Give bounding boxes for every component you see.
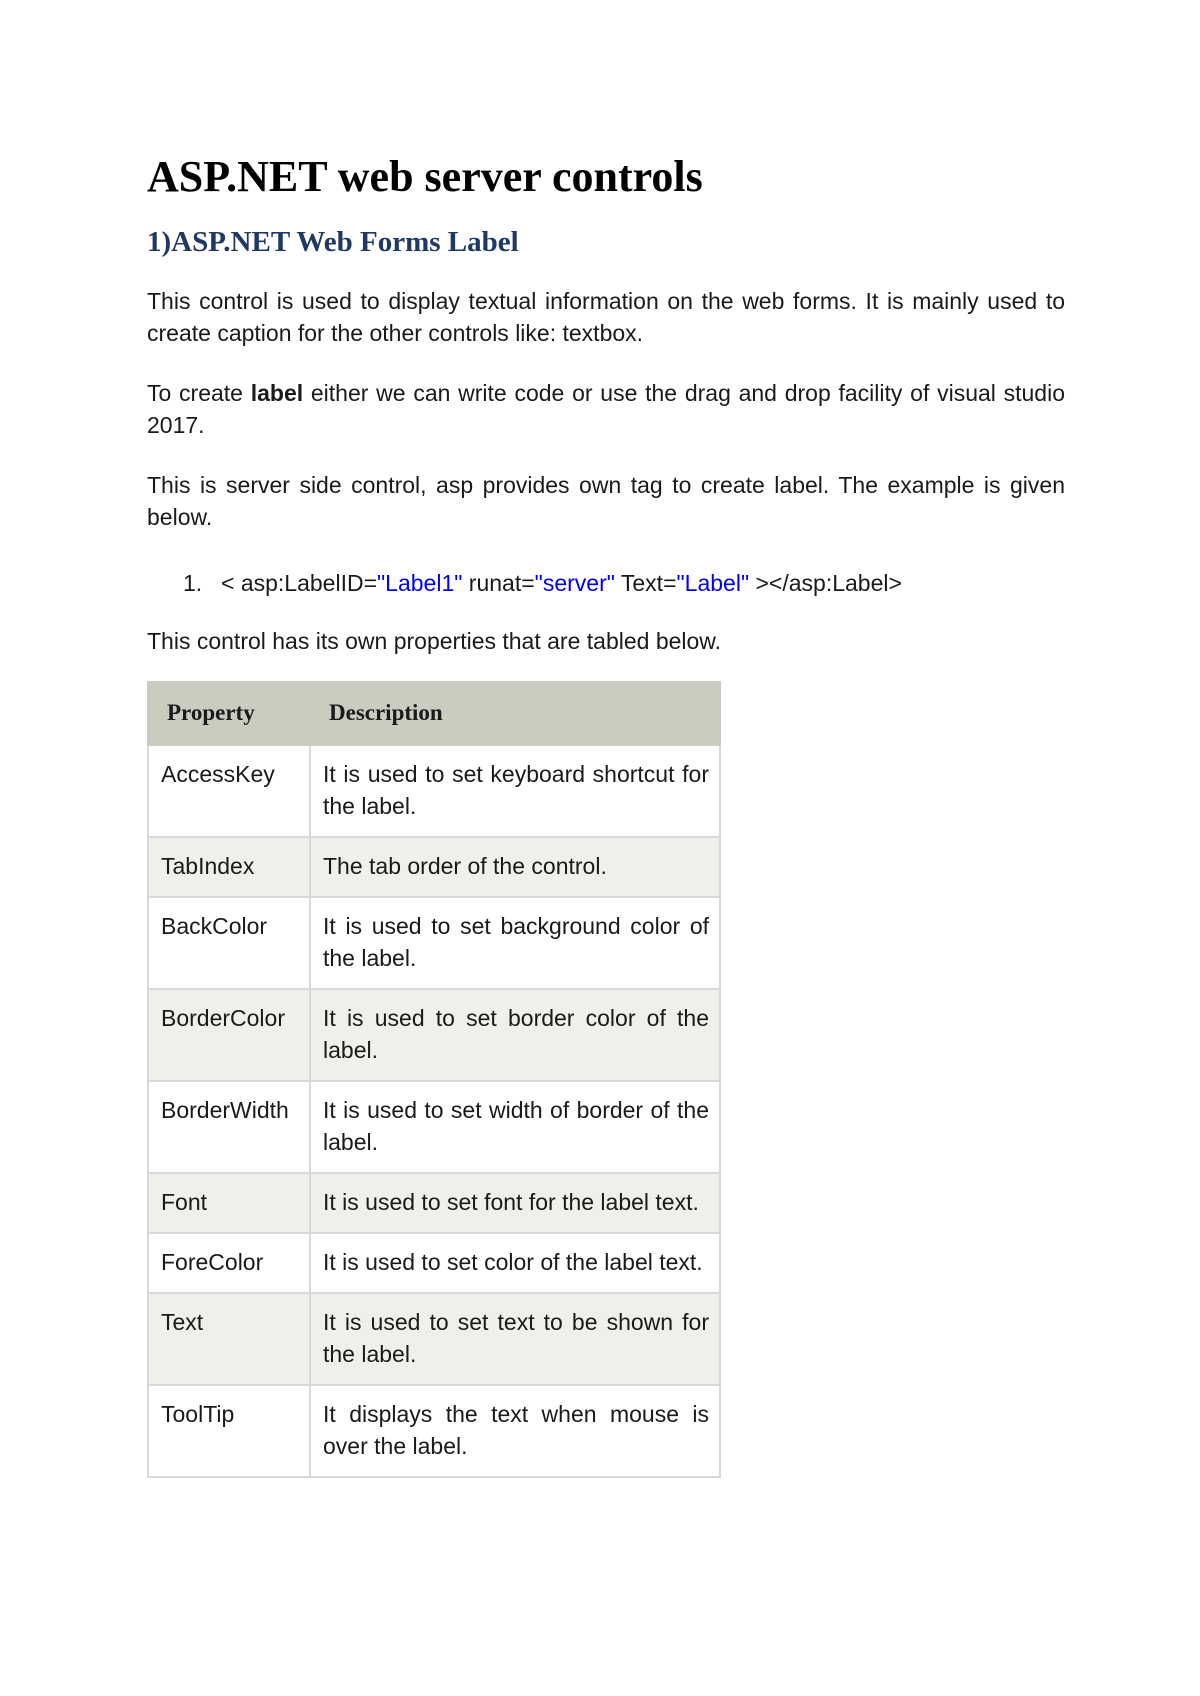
header-description: Description (310, 682, 720, 745)
property-description: It is used to set text to be shown for the label. (310, 1293, 720, 1385)
code-part-2: runat= (462, 570, 535, 597)
code-part-4: ></asp:Label> (749, 570, 902, 597)
properties-table (147, 681, 721, 1478)
property-name: BackColor (148, 897, 310, 989)
table-row (148, 745, 720, 837)
property-name: BorderColor (148, 989, 310, 1081)
paragraph-create-label (147, 377, 1065, 441)
paragraph-create-label-before: To create (147, 380, 251, 407)
table-row (148, 1173, 720, 1233)
property-name: TabIndex (148, 837, 310, 897)
code-text-value: "Label" (676, 570, 750, 597)
table-row (148, 1081, 720, 1173)
table-row (148, 837, 720, 897)
property-description: It is used to set font for the label text. (310, 1173, 720, 1233)
property-description: It is used to set keyboard shortcut for the label. (310, 745, 720, 837)
property-name: AccessKey (148, 745, 310, 837)
paragraph-create-label-after: either we can write code or use the drag and drop facility of visual studio 2017. (147, 380, 1066, 439)
table-row (148, 1385, 720, 1477)
section-heading: 1)ASP.NET Web Forms Label (147, 225, 519, 258)
property-name: ToolTip (148, 1385, 310, 1477)
property-name: ForeColor (148, 1233, 310, 1293)
property-description: It is used to set color of the label text. (310, 1233, 720, 1293)
property-description: It is used to set width of border of the label. (310, 1081, 720, 1173)
property-name: Text (148, 1293, 310, 1385)
header-property: Property (148, 682, 310, 745)
property-name: Font (148, 1173, 310, 1233)
document-page (147, 140, 1065, 1478)
table-header-row (148, 682, 720, 745)
property-name: BorderWidth (148, 1081, 310, 1173)
table-row (148, 1293, 720, 1385)
code-example (183, 567, 1065, 599)
code-list-number: 1. (183, 570, 203, 597)
property-description: It is used to set border color of the label. (310, 989, 720, 1081)
paragraph-server-side: This is server side control, asp provides own tag to create label. The example is given below. (147, 472, 1065, 531)
property-description: The tab order of the control. (310, 837, 720, 897)
code-part-1: < asp:LabelID= (221, 570, 378, 597)
code-id-value: "Label1" (377, 570, 463, 597)
code-part-3: Text= (614, 570, 677, 597)
code-runat-value: "server" (534, 570, 615, 597)
table-row (148, 989, 720, 1081)
page-title: ASP.NET web server controls (147, 152, 703, 201)
table-row (148, 897, 720, 989)
property-description: It is used to set background color of the label. (310, 897, 720, 989)
paragraph-create-label-bold: label (250, 380, 304, 407)
table-row (148, 1233, 720, 1293)
paragraph-properties-intro: This control has its own properties that are tabled below. (147, 628, 722, 655)
paragraph-intro: This control is used to display textual information on the web forms. It is mainly used to create caption for the other controls like: textbox. (147, 288, 1065, 347)
property-description: It displays the text when mouse is over the label. (310, 1385, 720, 1477)
